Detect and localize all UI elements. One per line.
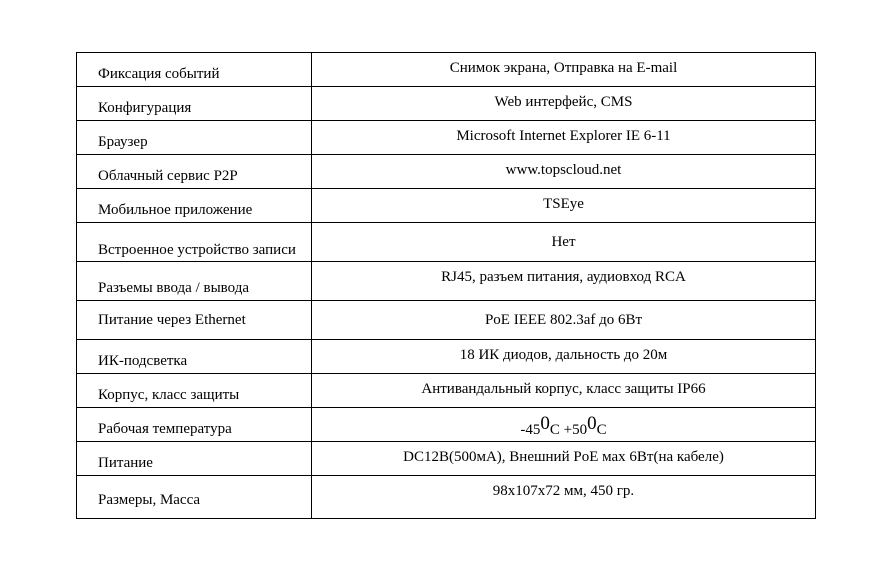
spec-row-browser [77, 121, 816, 155]
spec-label: Браузер [77, 121, 312, 155]
spec-value: www.topscloud.net [312, 155, 816, 189]
spec-value: 98x107x72 мм, 450 гр. [312, 476, 816, 519]
spec-label: Корпус, класс защиты [77, 374, 312, 408]
temperature-min: -450C [520, 413, 560, 438]
spec-value-temperature [312, 408, 816, 442]
spec-row-power [77, 442, 816, 476]
spec-row-operating-temperature [77, 408, 816, 442]
spec-value: Microsoft Internet Explorer IE 6-11 [312, 121, 816, 155]
spec-label: Размеры, Масса [77, 476, 312, 519]
spec-row-built-in-storage [77, 223, 816, 262]
spec-row-io-connectors [77, 262, 816, 301]
spec-row-poe [77, 301, 816, 340]
spec-label: Рабочая температура [77, 408, 312, 442]
spec-row-event-recording [77, 53, 816, 87]
spec-label: Питание через Ethernet [77, 301, 312, 340]
spec-label: ИК-подсветка [77, 340, 312, 374]
spec-value: RJ45, разъем питания, аудиовход RCA [312, 262, 816, 301]
spec-label: Мобильное приложение [77, 189, 312, 223]
spec-value: Антивандальный корпус, класс защиты IP66 [312, 374, 816, 408]
spec-label: Конфигурация [77, 87, 312, 121]
spec-value: TSEye [312, 189, 816, 223]
spec-value: Web интерфейс, CMS [312, 87, 816, 121]
spec-label: Встроенное устройство записи [77, 223, 312, 262]
spec-label: Фиксация событий [77, 53, 312, 87]
spec-value: Нет [312, 223, 816, 262]
spec-row-mobile-app [77, 189, 816, 223]
spec-row-dimensions-weight [77, 476, 816, 519]
temperature-max: +500C [563, 413, 607, 438]
spec-value: DC12В(500мА), Внешний PoE мах 6Вт(на кабеле) [312, 442, 816, 476]
spec-value: Снимок экрана, Отправка на E-mail [312, 53, 816, 87]
spec-row-ir-illumination [77, 340, 816, 374]
spec-label: Облачный сервис P2P [77, 155, 312, 189]
spec-row-configuration [77, 87, 816, 121]
spec-value: 18 ИК диодов, дальность до 20м [312, 340, 816, 374]
specifications-table [76, 52, 816, 519]
spec-row-housing [77, 374, 816, 408]
spec-row-cloud-service [77, 155, 816, 189]
spec-value: PoE IEEE 802.3af до 6Вт [312, 301, 816, 340]
spec-label: Разъемы ввода / вывода [77, 262, 312, 301]
spec-label: Питание [77, 442, 312, 476]
